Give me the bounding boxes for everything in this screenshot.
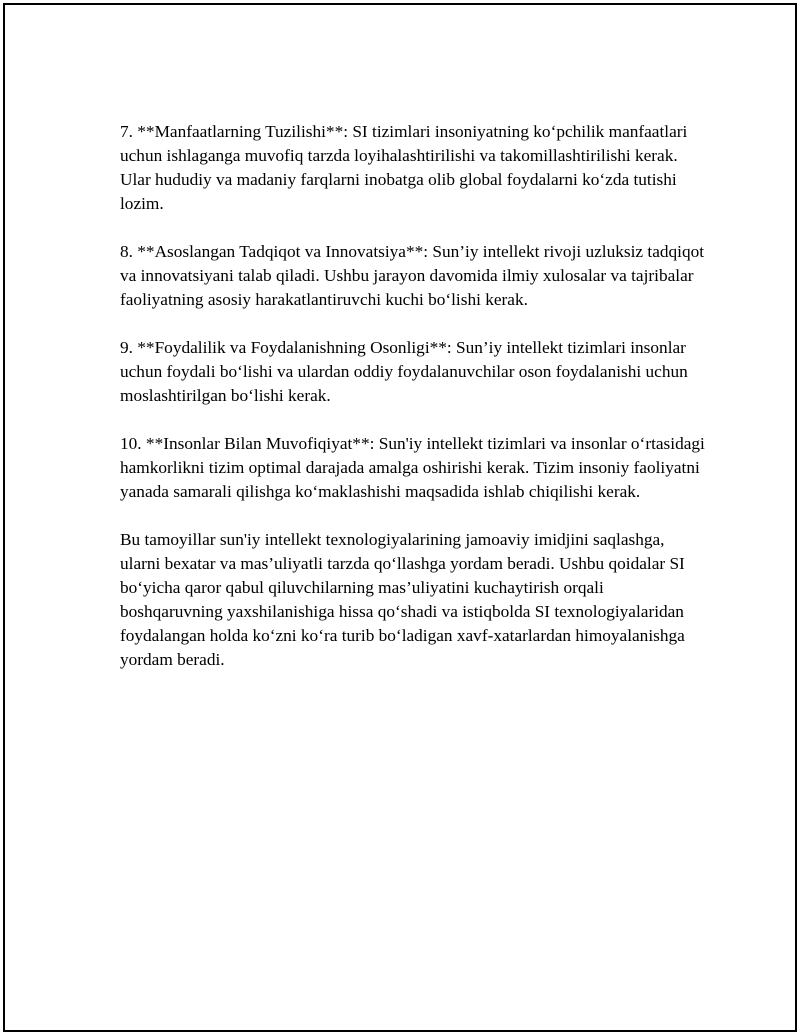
document-page xyxy=(3,3,797,1032)
principle-10-paragraph: 10. **Insonlar Bilan Muvofiqiyat**: Sun'iy intellekt tizimlari va insonlar o‘rtasidagi hamkorlikni tizim optimal darajada amalga oshirishi kerak. Tizim insoniy faoliyatni yanada samarali qilishga ko‘maklashishi maqsadida ishlab chiqilishi kerak. xyxy=(120,434,705,501)
document-body xyxy=(120,120,705,696)
conclusion-paragraph: Bu tamoyillar sun'iy intellekt texnologiyalarining jamoaviy imidjini saqlashga, ularni bexatar va mas’uliyatli tarzda qo‘llashga yordam beradi. Ushbu qoidalar SI bo‘yicha qaror qabul qiluvchilarning mas’uliyatini kuchaytirish orqali boshqaruvning yaxshilanishiga hissa qo‘shadi va istiqbolda SI texnologiyalaridan foydalangan holda ko‘zni ko‘ra turib bo‘ladigan xavf-xatarlardan himoyalanishga yordam beradi. xyxy=(120,530,685,669)
principle-8-paragraph: 8. **Asoslangan Tadqiqot va Innovatsiya**: Sun’iy intellekt rivoji uzluksiz tadqiqot va innovatsiyani talab qiladi. Ushbu jarayon davomida ilmiy xulosalar va tajribalar faoliyatning asosiy harakatlantiruvchi kuchi bo‘lishi kerak. xyxy=(120,242,705,309)
principle-7-paragraph: 7. **Manfaatlarning Tuzilishi**: SI tizimlari insoniyatning ko‘pchilik manfaatlari uchun ishlaganga muvofiq tarzda loyihalashtirilishi va takomillashtirilishi kerak. Ular hududiy va madaniy farqlarni inobatga olib global foydalarni ko‘zda tutishi lozim. xyxy=(120,122,688,213)
principle-9-paragraph: 9. **Foydalilik va Foydalanishning Osonligi**: Sun’iy intellekt tizimlari insonlar uchun foydali bo‘lishi va ulardan oddiy foydalanuvchilar oson foydalanishi uchun moslashtirilgan bo‘lishi kerak. xyxy=(120,338,688,405)
